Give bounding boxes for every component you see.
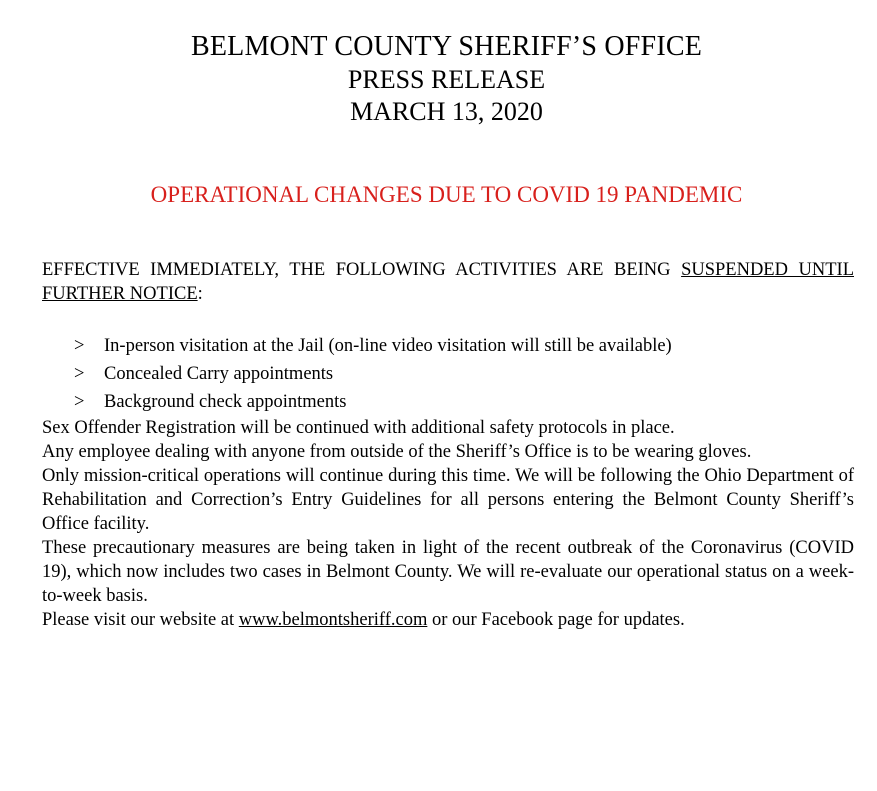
suspension-colon: : [197,284,203,304]
release-body [42,258,854,632]
closing-text-before: Please visit our website at [42,610,239,630]
list-item [42,360,854,388]
press-release-label: PRESS RELEASE [347,65,546,94]
gloves-paragraph: Any employee dealing with anyone from outside of the Sheriff’s Office is to be wearing gloves. [42,442,752,462]
suspension-emphasis: SUSPENDED UNTIL FURTHER NOTICE [42,260,854,304]
suspension-notice [42,258,854,306]
precaution-paragraph: These precautionary measures are being taken in light of the recent outbreak of the Coronavirus (COVID 19), which now includes two cases in Belmont County. We will re-evaluate our operational status on a week-to-week basis. [42,538,854,606]
closing-paragraph [42,608,854,632]
office-title: BELMONT COUNTY SHERIFF’S OFFICE [190,31,703,62]
document-header [0,30,877,128]
closing-text-after: or our Facebook page for updates. [427,610,685,630]
bullet-arrow-icon: > [74,364,85,384]
list-item-text: In-person visitation at the Jail (on-line video visitation will still be available) [104,336,672,356]
list-item-text: Concealed Carry appointments [104,364,334,384]
list-item [42,332,854,360]
headline: OPERATIONAL CHANGES DUE TO COVID 19 PANDEMIC [150,182,743,207]
website-link[interactable]: www.belmontsheriff.com [238,610,428,630]
bullet-arrow-icon: > [74,336,85,356]
list-item [42,388,854,416]
list-item-text: Background check appointments [104,392,347,412]
operations-paragraph: Only mission-critical operations will continue during this time. We will be following the Ohio Department of Rehabilitation and Correction’s Entry Guidelines for all persons entering the Belmont County Sheriff’s Office facility. [42,466,854,534]
bullet-arrow-icon: > [74,392,85,412]
suspension-intro: EFFECTIVE IMMEDIATELY, THE FOLLOWING ACTIVITIES ARE BEING [42,260,682,280]
suspended-activities-list [42,332,854,416]
sex-offender-paragraph: Sex Offender Registration will be continued with additional safety protocols in place. [42,418,675,438]
release-date: MARCH 13, 2020 [350,97,543,126]
